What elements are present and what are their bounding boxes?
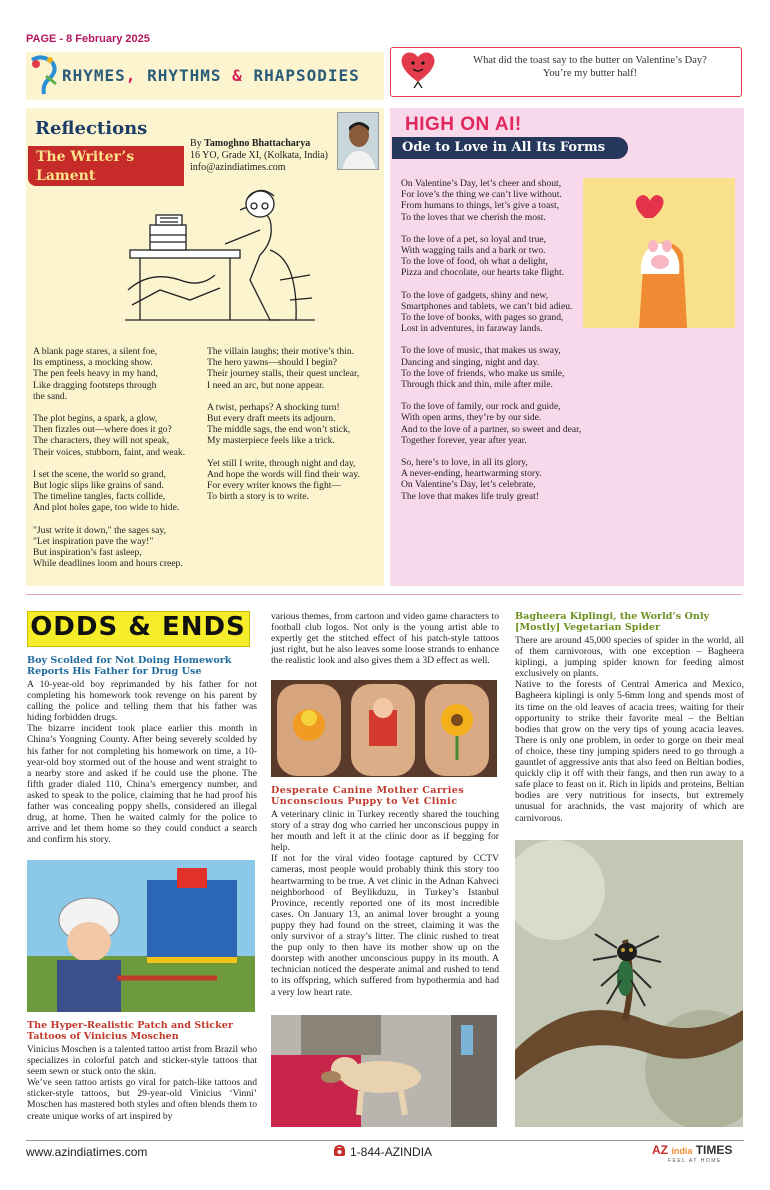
poem-line: For every writer knows the fight—	[207, 480, 342, 492]
brand-comma: ,	[125, 66, 137, 85]
author-photo	[337, 112, 379, 170]
by-prefix: By	[190, 138, 202, 149]
poem-line: And to the love of a partner, so sweet and dear,	[401, 423, 582, 435]
column-1-lower	[27, 1020, 257, 1122]
poem-line: To the love of music, that makes us sway,	[401, 345, 561, 357]
poem-line: Through thick and thin, mile after mile.	[401, 379, 553, 391]
story-body	[27, 679, 257, 845]
author-details: 16 YO, Grade XI, (Kolkata, India)	[190, 150, 328, 161]
phone-icon	[333, 1144, 346, 1157]
logo-times: TIMES	[695, 1143, 733, 1157]
page-label: PAGE - 8 February 2025	[26, 33, 150, 45]
story-body	[515, 635, 744, 824]
poem-line: To the loves that we cherish the most.	[401, 211, 546, 223]
joke-answer: You’re my butter half!	[542, 68, 638, 79]
footer-divider	[26, 1140, 744, 1141]
az-india-times-logo	[652, 1143, 732, 1157]
poem-line: Together forever, year after year.	[401, 434, 527, 446]
ode-title-banner: Ode to Love in All Its Forms	[392, 137, 628, 159]
cat-paw-heart-image	[583, 178, 735, 328]
poem-line: Yet still I write, through night and day,	[207, 457, 356, 469]
poem-line: And plot holes gape, too wide to hide.	[33, 502, 180, 514]
story-paragraph: A veterinary clinic in Turkey recently shared the touching story of a stray dog who carried her unconscious puppy in her mouth and left it at the clinic door as if begging for help.	[271, 809, 499, 854]
poem-stanza	[33, 525, 203, 570]
poem-line: Then fizzles out—where does it go?	[33, 424, 172, 436]
paint-splash-icon	[28, 54, 62, 98]
brand-word-rhythms: RHYTHMS	[147, 66, 222, 85]
poem-line: "Just write it down," the sages say,	[33, 524, 166, 536]
story-paragraph: If not for the viral video footage captured by CCTV cameras, most people would probably think this story too heartwarming to be true. A vet clinic in the Adnan Kahveci neighborhood of Beylikduzu, in Turkey’s Istanbul Province, recently reported one of its most incredible cases. On January 13, an animal lover brought a young puppy they had found on the street, claiming it was the only survivor of a stray’s litter. The clinic rushed to treat the pup only to then have its mother show up on the doorstep with another unconscious puppy in its mouth. A technician noticed the desperate animal and rushed to tend to its offspring, which suffered from hypothermia and had a very low heart rate.	[271, 853, 499, 998]
poem-line: The love that makes life truly great!	[401, 490, 539, 502]
author-email: info@azindiatimes.com	[190, 162, 286, 173]
brand-word-rhymes: RHYMES	[62, 66, 126, 85]
poem-line: Its emptiness, a mocking show.	[33, 357, 153, 369]
poem-line: Dancing and singing, night and day.	[401, 356, 540, 368]
odds-ends-title: ODDS & ENDS	[30, 612, 246, 642]
reflections-poem-left	[33, 346, 203, 580]
poem-stanza	[401, 345, 591, 390]
poem-line: The villain laughs; their motive’s thin.	[207, 346, 355, 357]
poem-stanza	[33, 413, 203, 458]
poem-line: Lost in adventures, in faraway lands.	[401, 323, 543, 335]
byline	[190, 138, 328, 174]
footer-phone-number[interactable]: 1-844-AZINDIA	[350, 1145, 433, 1159]
story-headline: Desperate Canine Mother Carries Unconscious Puppy to Vet Clinic	[271, 785, 465, 807]
poem-line: On Valentine’s Day, let’s cheer and shout,	[401, 178, 562, 189]
poem-line: With wagging tails and a bark or two.	[401, 245, 546, 257]
poem-line: The pen feels heavy in my hand,	[33, 368, 158, 380]
poem-line: With open arms, they’re by our side.	[401, 412, 542, 424]
poem-line: But logic slips like grains of sand.	[33, 480, 164, 492]
poem-stanza	[401, 178, 591, 223]
story-headline: The Hyper-Realistic Patch and Sticker Tattoos of Vinicius Moschen	[27, 1020, 233, 1042]
story-paragraph: We’ve seen tattoo artists go viral for patch-like tattoos and sticker-style tattoos, but 29-year-old Vinicius ‘Vinni’ Moschen has mastered both styles and often blends them to create unique works of art inspired by	[27, 1077, 257, 1122]
story-headline: Bagheera Kiplingi, the World’s Only [Mostly] Vegetarian Spider	[515, 611, 710, 633]
jumping-spider-photo	[515, 840, 743, 1127]
story-headline: Boy Scolded for Not Doing Homework Reports His Father for Drug Use	[27, 655, 232, 677]
poem-line: The hero yawns—should I begin?	[207, 357, 338, 369]
logo-india: india	[671, 1146, 693, 1156]
column-2-story	[271, 785, 499, 998]
poem-line: So, here’s to love, in all its glory,	[401, 457, 528, 469]
story-paragraph: There are around 45,000 species of spider in the world, all of them carnivorous, with one exception – Bagheera kiplingi, a jumping spider known for feeding almost exclusively on plants.	[515, 635, 744, 680]
high-on-ai-title: HIGH ON AI!	[405, 114, 522, 135]
poem-line: The characters, they will not speak,	[33, 435, 170, 447]
poem-line: Pizza and chocolate, our hearts take flight.	[401, 267, 565, 279]
poem-stanza	[207, 346, 382, 391]
story-continuation: various themes, from cartoon and video game characters to football club logos. Not only is the young artist able to expertly get the stitched effect of his patch-style tattoos just right, but he also leaves some loose strands to enhance the realistic look and also gives them a 3D effect as well.	[271, 611, 499, 667]
section-divider	[26, 594, 742, 595]
story-body	[271, 809, 499, 998]
brand-title	[62, 66, 360, 85]
poem-line: Smartphones and tablets, we can’t bid adieu.	[401, 300, 573, 312]
poem-line: the sand.	[33, 390, 68, 402]
poem-line: The plot begins, a spark, a glow,	[33, 413, 158, 425]
poem-line: I need an arc, but none appear.	[207, 379, 325, 391]
poem-line: On Valentine’s Day, let’s celebrate,	[401, 479, 536, 491]
poem-line: To the love of family, our rock and guide,	[401, 401, 561, 413]
poem-stanza	[207, 402, 382, 447]
poem-stanza	[33, 469, 203, 514]
poem-line: A twist, perhaps? A shocking turn!	[207, 401, 340, 413]
story-paragraph: Vinicius Moschen is a talented tattoo artist from Brazil who specializes in colorful patch and sticker-style tattoos that seem sewn or stuck onto the skin.	[27, 1044, 257, 1078]
story-paragraph: The bizarre incident took place earlier this month in China’s Yongning County. After being severely scolded by his father for not completing his homework on time, a 10-year-old boy stormed out of the house and went straight to a nearby store and asked if he could use the phone. The fifth grader dialed 110, China’s emergency number, and asked to speak to the police, claiming that he had proof his father was concealing poppy shells, considered an illegal drug, at home. Then he waited calmly for the police to arrive and let them home so they could conduct a search and confirm his story.	[27, 723, 257, 846]
poem-title-line-1: The Writer’s	[36, 149, 135, 165]
poem-stanza	[207, 458, 382, 503]
column-1	[27, 655, 257, 845]
reflections-poem-right	[207, 346, 382, 513]
poem-line: The middle sags, the end won’t stick,	[207, 424, 351, 436]
ode-poem	[401, 178, 591, 513]
footer-website-link[interactable]: www.azindiatimes.com	[26, 1145, 148, 1159]
writer-illustration	[120, 170, 320, 335]
poem-line: To the love of books, with pages so grand,	[401, 312, 564, 324]
poem-stanza	[401, 234, 591, 279]
reflections-title: Reflections	[35, 118, 148, 139]
poem-line: To the love of a pet, so loyal and true,	[401, 233, 547, 245]
column-3	[515, 611, 744, 824]
column-2	[271, 611, 499, 666]
poem-stanza	[401, 290, 591, 335]
poem-line: But every draft meets its adjourn.	[207, 413, 336, 425]
poem-line: To the love of gadgets, shiny and new,	[401, 289, 549, 301]
story-paragraph: A 10-year-old boy reprimanded by his father for not completing his homework took revenge on his parent by calling the police and telling them that his father was hiding forbidden drugs.	[27, 679, 257, 724]
poem-line: I set the scene, the world so grand,	[33, 468, 166, 480]
author-name: Tamoghno Bhattacharya	[204, 138, 311, 149]
story-body	[27, 1044, 257, 1122]
poem-line: Like dragging footsteps through	[33, 379, 157, 391]
story-paragraph: Native to the forests of Central America and Mexico, Bagheera kiplingi is only 5-6mm long and spends most of its time on the old leaves of acacia trees, waiting for their opportunity to strike their favorite meal – the Beltian bodies that grow on the very tips of young acacia leaves. There is only one problem, in order to gorge on their meal of choice, these tiny jumping spiders need to go through a gauntlet of aggressive ants that also feed on Beltian bodies, quickly clip it off with their fangs, and then run away to a safe place to feast on it. Rich in lipids and proteins, Beltian bodies are very nutritious for insects, but extremely unusual for arachnids, the vast majority of which are carnivorous.	[515, 679, 744, 824]
poem-line: A blank page stares, a silent foe,	[33, 346, 158, 357]
poem-line: And hope the words will find their way.	[207, 468, 360, 480]
poem-line: To the love of food, oh what a delight,	[401, 256, 548, 268]
dog-carrying-puppy-photo	[271, 1015, 497, 1127]
poem-title-line-2: Lament	[36, 168, 96, 184]
logo-az: AZ	[652, 1143, 668, 1157]
poem-stanza	[33, 346, 203, 402]
poem-stanza	[401, 457, 591, 502]
poem-line: But inspiration’s fast asleep,	[33, 547, 142, 559]
poem-line: To birth a story is to write.	[207, 491, 309, 503]
boy-on-bike-photo	[27, 860, 255, 1012]
joke-question: What did the toast say to the butter on Valentine’s Day?	[473, 55, 707, 66]
tattoo-photo	[271, 680, 497, 777]
poem-line: From humans to things, let’s give a toast,	[401, 200, 560, 212]
poem-stanza	[401, 401, 591, 446]
heart-character-icon	[398, 46, 438, 90]
poem-line: The timeline tangles, facts collide,	[33, 491, 166, 503]
poem-line: My masterpiece feels like a trick.	[207, 435, 335, 447]
poem-line: To the love of friends, who make us smile,	[401, 367, 565, 379]
logo-tagline: FEEL AT HOME	[668, 1158, 722, 1164]
poem-line: While deadlines loom and hours creep.	[33, 558, 183, 570]
poem-line: "Let inspiration pave the way!"	[33, 535, 154, 547]
poem-line: For love’s the thing we can’t live without.	[401, 189, 562, 201]
poem-line: Their voices, stubborn, faint, and weak.	[33, 446, 186, 458]
poem-line: A never-ending, heartwarming story.	[401, 468, 542, 480]
brand-word-rhapsodies: RHAPSODIES	[253, 66, 360, 85]
brand-ampersand: &	[232, 66, 243, 85]
poem-line: Their journey stalls, their quest unclear,	[207, 368, 360, 380]
